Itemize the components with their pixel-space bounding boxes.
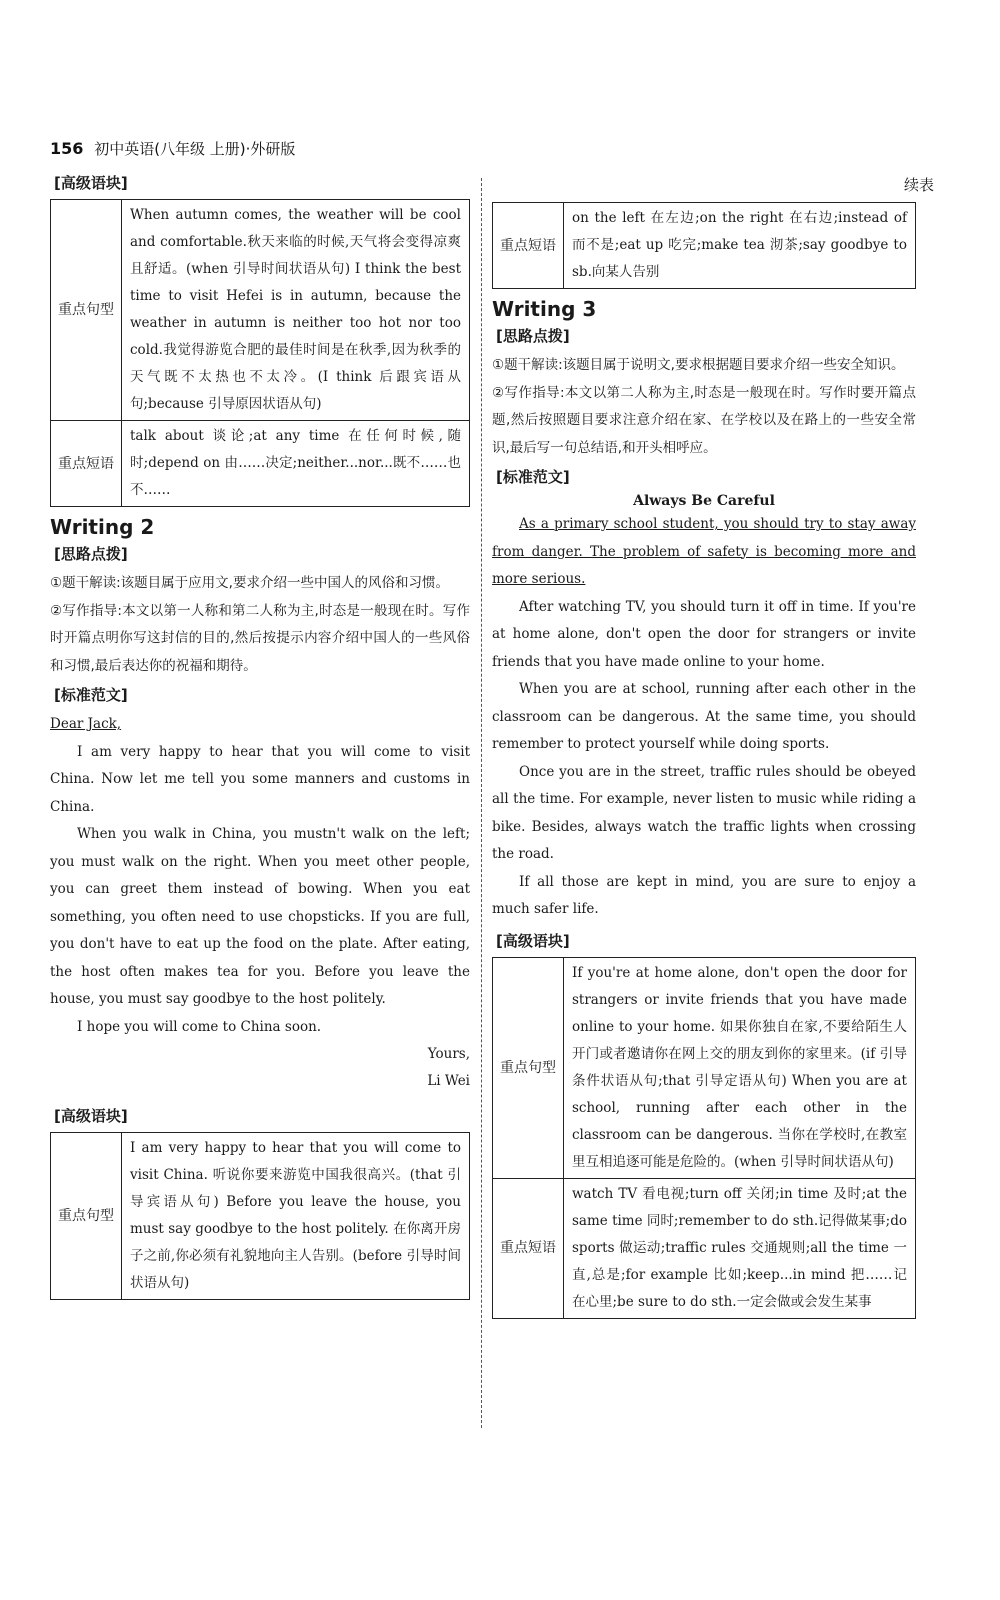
table-row [493,203,916,289]
row-label: 重点句型 [51,1133,122,1300]
row-content: talk about 谈论;at any time 在任何时候,随时;depend on 由……决定;neither...nor...既不……也不…… [122,421,470,507]
letter-closing: Yours, [427,1046,470,1062]
letter-paragraph: When you walk in China, you mustn't walk on the left; you must walk on the right. When you meet other people, you can greet them instead of bowing. When you eat something, you often need to use chopsticks. If you are full, you don't have to eat up the food on the plate. After eating, the host often makes tea for you. Before you leave the house, you must say goodbye to the host politely. [50,826,470,1007]
row-label: 重点短语 [51,421,122,507]
table-row [51,1133,470,1300]
essay-paragraph [492,511,916,594]
table-row [51,421,470,507]
continued-label: 续表 [903,176,934,194]
writing-title: Writing 3 [492,297,597,321]
row-label: 重点短语 [493,1178,564,1318]
table-row [493,1178,916,1318]
section-tag: [思路点拨] [496,327,570,345]
section-tag: [高级语块] [54,174,128,192]
essay-title: Always Be Careful [633,493,775,509]
section-tag: [标准范文] [496,468,570,486]
phrase-table [50,199,470,507]
letter-paragraph: I am very happy to hear that you will come to visit China. Now let me tell you some manners and customs in China. [50,743,470,815]
essay-paragraph: Once you are in the street, traffic rules should be obeyed all the time. For example, never listen to music while riding a bike. Besides, always watch the traffic lights when crossing the road. [492,763,916,862]
essay-paragraph: When you are at school, running after each other in the classroom can be dangerous. At the same time, you should remember to protect yourself while doing sports. [492,681,916,752]
page-header [50,138,650,159]
left-column [50,172,470,1308]
row-label: 重点句型 [51,200,122,421]
section-tag: [标准范文] [54,686,128,704]
section-tag: [高级语块] [496,931,570,950]
row-content: watch TV 看电视;turn off 关闭;in time 及时;at the same time 同时;remember to do sth.记得做某事;do sports 做运动;traffic rules 交通规则;all the time 一直,总是;for example 比如;keep...in mind 把……记在心里;be sure to do sth.一定会做或会发生某事 [564,1178,916,1318]
letter-signature: Li Wei [427,1073,470,1089]
salutation-text: Dear Jack, [50,716,122,732]
right-column [492,202,916,1327]
essay-topic-sentence: As a primary school student, you should try to stay away from danger. The problem of safety is becoming more and more serious. [492,516,916,587]
row-label: 重点短语 [493,203,564,289]
row-label: 重点句型 [493,957,564,1178]
section-tag: [思路点拨] [54,545,128,563]
table-row [51,200,470,421]
row-content: When autumn comes, the weather will be cool and comfortable.秋天来临的时候,天气将会变得凉爽且舒适。(when 引导时间状语从句) I think the best time to visit Hefei is in autumn, because the weather in autumn is neither too hot nor too cold.我觉得游览合肥的最佳时间是在秋季,因为秋季的天气既不太热也不太冷。(I think 后跟宾语从句;because 引导原因状语从句) [122,200,470,421]
letter-paragraph: I hope you will come to China soon. [77,1018,322,1035]
row-content: If you're at home alone, don't open the door for strangers or invite friends that you have made online to your home. 如果你独自在家,不要给陌生人开门或者邀请你在网上交的朋友到你的家里来。(if 引导条件状语从句;that 引导定语从句) When you are at school, running after each other in the classroom can be dangerous. 当你在学校时,在教室里互相追逐可能是危险的。(when 引导时间状语从句) [564,957,916,1178]
column-divider [481,178,482,1428]
section-tag: [高级语块] [54,1107,128,1125]
table-row [493,957,916,1178]
phrase-table [50,1132,470,1300]
letter-salutation [50,711,470,739]
tip-text: ②写作指导:本文以第一人称和第二人称为主,时态是一般现在时。写作时开篇点明你写这封信的目的,然后按提示内容介绍中国人的一些风俗和习惯,最后表达你的祝福和期待。 [50,602,470,674]
row-content: I am very happy to hear that you will come to visit China. 听说你要来游览中国我很高兴。(that 引导宾语从句) Before you leave the house, you must say goodbye to the host politely. 在你离开房子之前,你必须有礼貌地向主人告别。(before 引导时间状语从句) [122,1133,470,1300]
phrase-table [492,957,916,1319]
book-title: 初中英语(八年级 上册)·外研版 [94,140,296,158]
page-number: 156 [50,139,84,158]
essay-paragraph: After watching TV, you should turn it off in time. If you're at home alone, don't open the door for strangers or invite friends that you have made online to your home. [492,598,916,670]
phrase-table [492,202,916,289]
essay-paragraph: If all those are kept in mind, you are sure to enjoy a much safer life. [492,873,916,917]
tip-text: ②写作指导:本文以第二人称为主,时态是一般现在时。写作时要开篇点题,然后按照题目要求注意介绍在家、在学校以及在路上的一些安全常识,最后写一句总结语,和开头相呼应。 [492,384,916,456]
tip-text: ①题干解读:该题目属于说明文,要求根据题目要求介绍一些安全知识。 [492,357,905,373]
tip-text: ①题干解读:该题目属于应用文,要求介绍一些中国人的风俗和习惯。 [50,575,449,591]
writing-title: Writing 2 [50,515,155,539]
row-content: on the left 在左边;on the right 在右边;instead of 而不是;eat up 吃完;make tea 沏茶;say goodbye to sb.向某人告别 [564,203,916,289]
